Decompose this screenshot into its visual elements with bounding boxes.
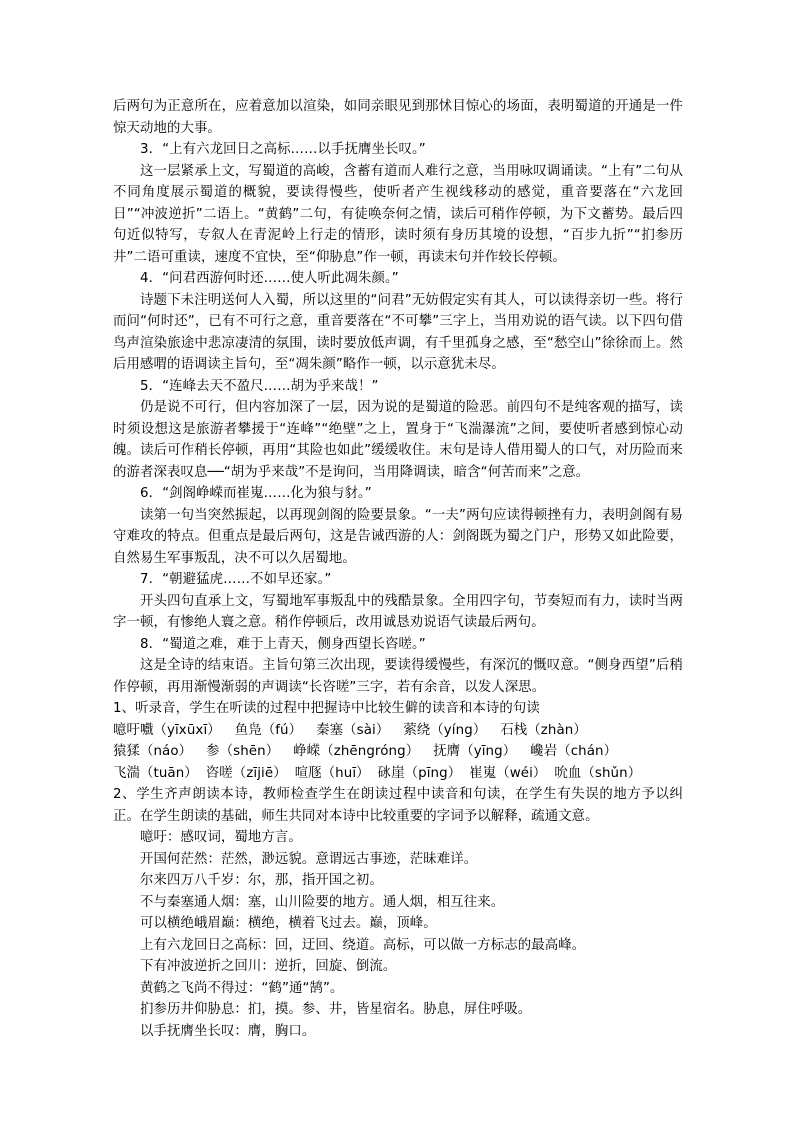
glossary-item: 不与秦塞通人烟：塞，山川险要的地方。通人烟，相互往来。	[140, 894, 505, 910]
pinyin-item: 吮血（shǔn）	[554, 765, 642, 781]
section-6-body: 读第一句当突然振起，以再现剑阁的险要景象。“一夫”两句应读得顿挫有力，表明剑阁有易守难攻的特点。但重点是最后两句，这是告诫西游的人：剑阁既为蜀之门户，形势又如此险要，自然易生军事叛乱，决不可以久居蜀地。	[113, 507, 683, 566]
glossary-item: 上有六龙回日之高标：回，迂回、绕道。高标，可以做一方标志的最高峰。	[140, 937, 586, 953]
document-page	[113, 96, 683, 1042]
section-5-heading: 5．“连峰去天不盈尺……胡为乎来哉！”	[140, 378, 379, 394]
pinyin-item: 飞湍（tuān）	[113, 765, 198, 781]
glossary-item: 下有冲波逆折之回川：逆折，回旋、倒流。	[140, 959, 397, 974]
pinyin-row	[113, 741, 683, 763]
pinyin-item: 巉岩（chán）	[530, 744, 618, 759]
section-5-body: 仍是说不可行，但内容加深了一层，因为说的是蜀道的险恶。前四句不是纯客观的描写，读时须设想这是旅游者攀援于“连峰”“绝壁”之上，置身于“飞湍瀑流”之间，要使听者感到惊心动魄。读后可作稍长停顿，再用“其险也如此”缓缓收住。末句是诗人借用蜀人的口气，对历险而来的游者深表叹息──“胡为乎来哉”不是询问，当用降调读，暗含“何苦而来”之意。	[113, 400, 683, 480]
section-8-body: 这是全诗的结束语。主旨句第三次出现，要读得缓慢些，有深沉的慨叹意。“侧身西望”后稍作停顿，再用渐慢渐弱的声调读“长咨嗟”三字，若有余音，以发人深思。	[113, 658, 683, 695]
pinyin-item: 峥嵘（zhēngróng）	[293, 744, 420, 759]
glossary-item: 可以横绝峨眉巅：横绝，横着飞过去。巅，顶峰。	[140, 916, 437, 931]
pinyin-row	[113, 720, 683, 742]
pinyin-item: 秦塞（sài）	[316, 722, 390, 738]
glossary-item: 以手抚膺坐长叹：膺，胸口。	[140, 1023, 316, 1039]
section-3-body: 这一层紧承上文，写蜀道的高峻，含蓄有道而人难行之意，当用咏叹调诵读。“上有”二句从不同角度展示蜀道的概貌，要读得慢些，使听者产生视线移动的感觉，重音要落在“六龙回日”“冲波逆折”二语上。“黄鹤”二句，有徒唤奈何之情，读后可稍作停顿，为下文蓄势。最后四句近似特写，专叙人在青泥岭上行走的情形，读时须有身历其境的设想，“百步九折”“扪参历井”二语可重读，速度不宜快，至“仰胁息”作一顿，再读末句并作较长停顿。	[113, 163, 683, 265]
pinyin-item: 崔嵬（wéi）	[469, 765, 547, 781]
pinyin-item: 猿猱（náo）	[113, 744, 193, 759]
glossary-item: 尔来四万八千岁：尔，那，指开国之初。	[140, 873, 383, 888]
pinyin-item: 咨嗟（zījiē）	[205, 765, 287, 781]
pinyin-item: 萦绕（yíng）	[403, 722, 487, 738]
section-7-body: 开头四句直承上文，写蜀地军事叛乱中的残酷景象。全用四字句，节奏短而有力，读时当两字一顿，有惨绝人寰之意。稍作停顿后，改用诚恳劝说语气读最后两句。	[113, 593, 683, 630]
pinyin-item: 砯崖（pīng）	[377, 765, 462, 781]
glossary-list	[113, 827, 683, 1042]
glossary-item: 扪参历井仰胁息：扪，摸。参、井，皆星宿名。胁息，屏住呼吸。	[140, 1002, 532, 1017]
glossary-item: 开国何茫然：茫然，渺远貌。意谓远古事迹，茫昧难详。	[140, 851, 478, 867]
pinyin-row	[113, 763, 683, 785]
section-8-heading: 8．“蜀道之难，难于上青天，侧身西望长咨嗟。”	[140, 636, 426, 652]
section-6-heading: 6．“剑阁峥嵘而崔嵬……化为狼与豺。”	[140, 486, 372, 501]
section-3-heading: 3．“上有六龙回日之高标……以手抚膺坐长叹。”	[140, 142, 426, 157]
section-4-body: 诗题下未注明送何人入蜀，所以这里的“问君”无妨假定实有其人，可以读得亲切一些。将行而问“何时还”，已有不可行之意，重音要落在“不可攀”三字上，当用劝说的语气读。以下四句借鸟声渲染旅途中悲凉凄清的氛围，读时要放低声调，有千里孤身之感，至“愁空山”徐徐而上。然后用感喟的语调读主旨句，至“凋朱颜”略作一顿，以示意犹未尽。	[113, 292, 683, 372]
pinyin-item: 参（shēn）	[206, 744, 280, 759]
pinyin-item: 喧豗（huī）	[294, 765, 370, 781]
section-4-heading: 4．“问君西游何时还……使人听此凋朱颜。”	[140, 271, 399, 286]
intro-paragraph: 后两句为正意所在，应着意加以渲染，如同亲眼见到那怵目惊心的场面，表明蜀道的开通是一件惊天动地的大事。	[113, 99, 683, 136]
pinyin-item: 鱼凫（fú）	[234, 722, 303, 738]
section-7-heading: 7．“朝避猛虎……不如早还家。”	[140, 572, 332, 587]
pinyin-item: 噫吁嚱（yīxūxī）	[113, 722, 221, 738]
glossary-item: 黄鹤之飞尚不得过：“鹤”通“鹄”。	[140, 980, 344, 996]
glossary-item: 噫吁：感叹词，蜀地方言。	[140, 830, 302, 845]
pinyin-item: 抚膺（yīng）	[433, 744, 517, 759]
step-1-title: 1、听录音，学生在听读的过程中把握诗中比较生僻的读音和本诗的句读	[113, 701, 540, 716]
step-2-text: 2、学生齐声朗读本诗，教师检查学生在朗读过程中读音和句读，在学生有失误的地方予以纠正。在学生朗读的基础，师生共同对本诗中比较重要的字词予以解释，疏通文意。	[113, 787, 683, 824]
pinyin-item: 石栈（zhàn）	[500, 722, 587, 738]
